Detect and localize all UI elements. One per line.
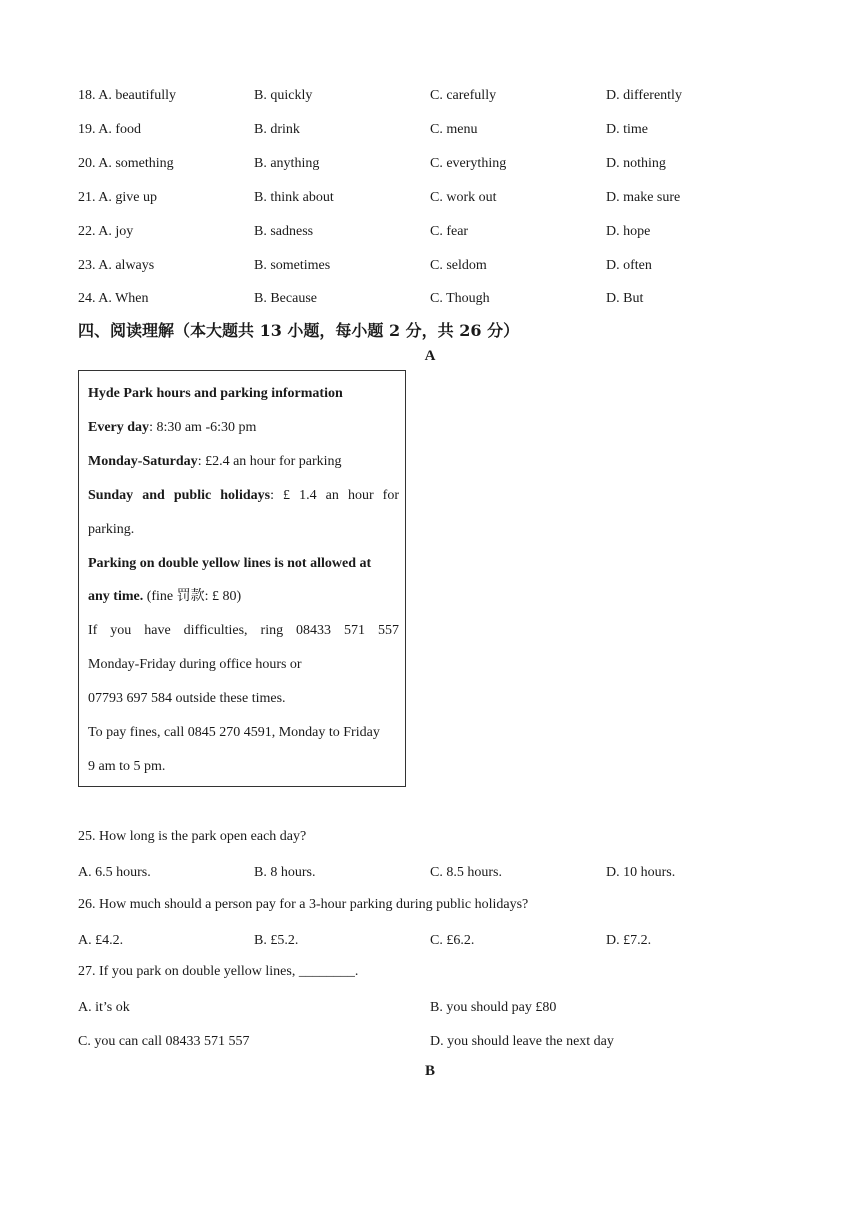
notice-help-line-2: Monday-Friday during office hours or — [88, 657, 302, 672]
option-c: C. £6.2. — [430, 933, 475, 948]
option-b: B. anything — [254, 156, 320, 171]
option-a: 19. A. food — [78, 122, 142, 137]
option-b: B. Because — [254, 291, 317, 306]
notice-weekday-rate: Monday-Saturday: £2.4 an hour for parking — [88, 454, 342, 469]
notice-help-line-3: 07793 697 584 outside these times. — [88, 691, 286, 706]
notice-every-day: Every day: 8:30 am -6:30 pm — [88, 420, 257, 435]
question-27-stem: 27. If you park on double yellow lines, ________. — [78, 964, 359, 979]
question-20-row — [78, 154, 778, 174]
question-21-row — [78, 188, 778, 208]
option-c: C. Though — [430, 291, 490, 306]
option-d: D. make sure — [606, 190, 681, 205]
option-c: C. carefully — [430, 88, 497, 103]
option-d: D. nothing — [606, 156, 666, 171]
option-b: B. £5.2. — [254, 933, 299, 948]
notice-rule-line-1: Parking on double yellow lines is not allowed at — [88, 556, 372, 571]
option-b: B. think about — [254, 190, 334, 205]
notice-rule-line-2: any time. (fine 罚款: £ 80) — [88, 589, 242, 604]
option-c: C. fear — [430, 224, 469, 239]
notice-fines-line-1: To pay fines, call 0845 270 4591, Monday to Friday — [88, 725, 380, 740]
question-25-stem: 25. How long is the park open each day? — [78, 829, 307, 844]
option-a: A. £4.2. — [78, 933, 124, 948]
notice-holiday-rate-cont: parking. — [88, 522, 135, 537]
option-d: D. often — [606, 258, 652, 273]
option-c: C. everything — [430, 156, 507, 171]
option-a: A. it’s ok — [78, 1000, 130, 1015]
option-a: 24. A. When — [78, 291, 149, 306]
option-a: 18. A. beautifully — [78, 88, 176, 103]
option-b: B. 8 hours. — [254, 865, 316, 880]
notice-title: Hyde Park hours and parking information — [88, 386, 343, 401]
option-d: D. hope — [606, 224, 651, 239]
question-26-options — [78, 931, 778, 951]
option-a: 20. A. something — [78, 156, 174, 171]
option-a: A. 6.5 hours. — [78, 865, 151, 880]
part-b-label: B — [424, 1063, 435, 1079]
option-c: C. you can call 08433 571 557 — [78, 1034, 250, 1049]
section-heading: 四、阅读理解（本大题共 13 小题，每小题 2 分，共 26 分） — [78, 321, 520, 340]
option-b: B. drink — [254, 122, 300, 137]
question-19-row — [78, 120, 778, 140]
option-c: C. menu — [430, 122, 478, 137]
question-18-row — [78, 86, 778, 106]
notice-fines-line-2: 9 am to 5 pm. — [88, 759, 166, 774]
option-b: B. quickly — [254, 88, 313, 103]
question-23-row — [78, 256, 778, 276]
option-d: D. differently — [606, 88, 682, 103]
question-27-options-cd — [78, 1032, 778, 1052]
option-b: B. sometimes — [254, 258, 331, 273]
option-b: B. you should pay £80 — [430, 1000, 557, 1015]
option-d: D. you should leave the next day — [430, 1034, 614, 1049]
option-d: D. time — [606, 122, 648, 137]
option-a: 22. A. joy — [78, 224, 134, 239]
notice-holiday-rate: Sunday and public holidays: £ 1.4 an hour for — [88, 488, 399, 503]
option-b: B. sadness — [254, 224, 314, 239]
option-d: D. But — [606, 291, 644, 306]
notice-help-line-1: If you have difficulties, ring 08433 571 557 — [88, 623, 399, 638]
option-c: C. work out — [430, 190, 497, 205]
option-c: C. seldom — [430, 258, 487, 273]
question-26-stem: 26. How much should a person pay for a 3-hour parking during public holidays? — [78, 897, 529, 912]
option-d: D. 10 hours. — [606, 865, 676, 880]
question-27-options-ab — [78, 998, 778, 1018]
option-c: C. 8.5 hours. — [430, 865, 502, 880]
parking-notice-box — [78, 370, 406, 787]
question-22-row — [78, 222, 778, 242]
question-25-options — [78, 863, 778, 883]
option-a: 23. A. always — [78, 258, 155, 273]
question-24-row — [78, 289, 778, 309]
option-a: 21. A. give up — [78, 190, 157, 205]
part-a-label: A — [424, 348, 436, 364]
option-d: D. £7.2. — [606, 933, 652, 948]
